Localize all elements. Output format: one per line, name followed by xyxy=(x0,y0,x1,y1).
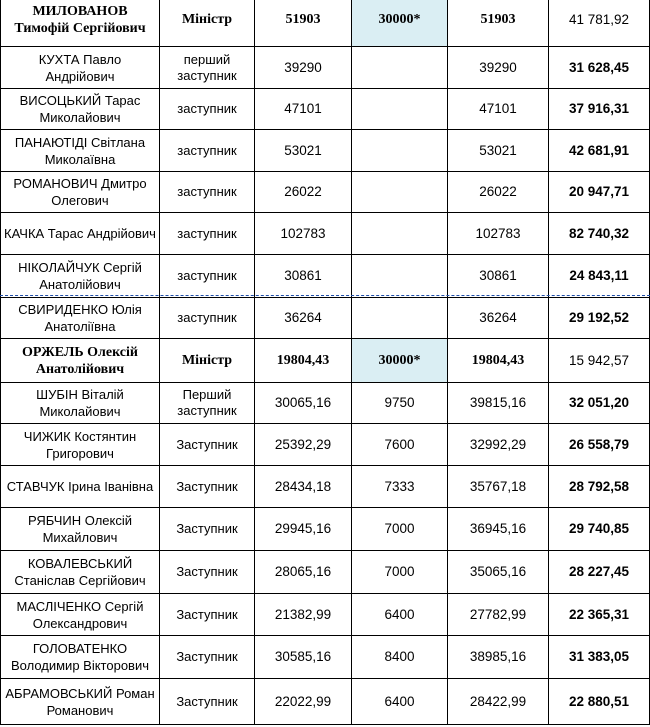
salary-table-body xyxy=(1,0,650,725)
official-position: Міністр xyxy=(160,339,255,383)
official-position: заступник xyxy=(160,255,255,298)
official-position: заступник xyxy=(160,213,255,255)
salary-amount: 29945,16 xyxy=(255,508,352,551)
table-row xyxy=(1,383,650,424)
accrued-amount: 53021 xyxy=(448,130,549,172)
salary-amount: 30065,16 xyxy=(255,383,352,424)
official-position: Заступник xyxy=(160,551,255,594)
official-position: Перший заступник xyxy=(160,383,255,424)
accrued-amount: 35065,16 xyxy=(448,551,549,594)
bonus-amount xyxy=(352,130,448,172)
net-total-amount: 26 558,79 xyxy=(549,424,650,466)
bonus-amount: 7333 xyxy=(352,466,448,508)
accrued-amount: 36264 xyxy=(448,298,549,339)
table-row xyxy=(1,130,650,172)
table-row xyxy=(1,213,650,255)
table-row xyxy=(1,424,650,466)
net-total-amount: 29 192,52 xyxy=(549,298,650,339)
official-position: Заступник xyxy=(160,594,255,636)
official-name: НІКОЛАЙЧУК Сергій Анатолійович xyxy=(1,255,160,298)
salary-amount: 30861 xyxy=(255,255,352,298)
official-name: ГОЛОВАТЕНКО Володимир Вікторович xyxy=(1,636,160,679)
table-row xyxy=(1,47,650,89)
official-position: заступник xyxy=(160,89,255,130)
table-row xyxy=(1,255,650,298)
bonus-amount: 6400 xyxy=(352,594,448,636)
net-total-amount: 28 792,58 xyxy=(549,466,650,508)
accrued-amount: 19804,43 xyxy=(448,339,549,383)
salary-amount: 47101 xyxy=(255,89,352,130)
official-position: Міністр xyxy=(160,0,255,47)
official-position: Заступник xyxy=(160,466,255,508)
official-position: Заступник xyxy=(160,679,255,725)
salary-amount: 53021 xyxy=(255,130,352,172)
net-total-amount: 20 947,71 xyxy=(549,172,650,213)
accrued-amount: 47101 xyxy=(448,89,549,130)
salary-amount: 25392,29 xyxy=(255,424,352,466)
accrued-amount: 39815,16 xyxy=(448,383,549,424)
net-total-amount: 42 681,91 xyxy=(549,130,650,172)
bonus-amount xyxy=(352,255,448,298)
accrued-amount: 32992,29 xyxy=(448,424,549,466)
official-position: заступник xyxy=(160,172,255,213)
bonus-amount xyxy=(352,172,448,213)
table-row xyxy=(1,0,650,47)
official-name: МАСЛІЧЕНКО Сергій Олександрович xyxy=(1,594,160,636)
salary-amount: 28434,18 xyxy=(255,466,352,508)
salary-amount: 28065,16 xyxy=(255,551,352,594)
bonus-amount: 9750 xyxy=(352,383,448,424)
table-row xyxy=(1,172,650,213)
net-total-amount: 41 781,92 xyxy=(549,0,650,47)
bonus-amount: 30000* xyxy=(352,339,448,383)
official-name: СТАВЧУК Ірина Іванівна xyxy=(1,466,160,508)
official-position: перший заступник xyxy=(160,47,255,89)
official-name: ШУБІН Віталій Миколайович xyxy=(1,383,160,424)
table-row xyxy=(1,508,650,551)
bonus-amount xyxy=(352,298,448,339)
official-position: Заступник xyxy=(160,636,255,679)
salary-amount: 30585,16 xyxy=(255,636,352,679)
salary-amount: 39290 xyxy=(255,47,352,89)
official-name: РЯБЧИН Олексій Михайлович xyxy=(1,508,160,551)
accrued-amount: 35767,18 xyxy=(448,466,549,508)
salary-amount: 36264 xyxy=(255,298,352,339)
net-total-amount: 22 880,51 xyxy=(549,679,650,725)
net-total-amount: 15 942,57 xyxy=(549,339,650,383)
official-name: КАЧКА Тарас Андрійович xyxy=(1,213,160,255)
bonus-amount xyxy=(352,213,448,255)
bonus-amount: 7000 xyxy=(352,508,448,551)
salary-amount: 21382,99 xyxy=(255,594,352,636)
net-total-amount: 37 916,31 xyxy=(549,89,650,130)
salary-amount: 22022,99 xyxy=(255,679,352,725)
table-row xyxy=(1,466,650,508)
salary-amount: 26022 xyxy=(255,172,352,213)
accrued-amount: 39290 xyxy=(448,47,549,89)
accrued-amount: 51903 xyxy=(448,0,549,47)
bonus-amount: 8400 xyxy=(352,636,448,679)
table-row xyxy=(1,594,650,636)
accrued-amount: 27782,99 xyxy=(448,594,549,636)
net-total-amount: 24 843,11 xyxy=(549,255,650,298)
dashed-divider-line xyxy=(0,295,650,296)
bonus-amount xyxy=(352,89,448,130)
net-total-amount: 82 740,32 xyxy=(549,213,650,255)
table-row xyxy=(1,636,650,679)
bonus-amount: 6400 xyxy=(352,679,448,725)
net-total-amount: 32 051,20 xyxy=(549,383,650,424)
salary-amount: 19804,43 xyxy=(255,339,352,383)
table-row xyxy=(1,89,650,130)
official-name: СВИРИДЕНКО Юлія Анатоліївна xyxy=(1,298,160,339)
accrued-amount: 26022 xyxy=(448,172,549,213)
official-name: ВИСОЦЬКИЙ Тарас Миколайович xyxy=(1,89,160,130)
official-position: заступник xyxy=(160,298,255,339)
official-name: ОРЖЕЛЬ Олексій Анатолійович xyxy=(1,339,160,383)
table-row xyxy=(1,298,650,339)
official-name: МИЛОВАНОВ Тимофій Сергійович xyxy=(1,0,160,47)
official-name: ПАНАЮТІДІ Світлана Миколаївна xyxy=(1,130,160,172)
accrued-amount: 102783 xyxy=(448,213,549,255)
table-row xyxy=(1,679,650,725)
net-total-amount: 28 227,45 xyxy=(549,551,650,594)
official-position: Заступник xyxy=(160,508,255,551)
official-name: ЧИЖИК Костянтин Григорович xyxy=(1,424,160,466)
net-total-amount: 31 383,05 xyxy=(549,636,650,679)
official-position: заступник xyxy=(160,130,255,172)
official-name: КОВАЛЕВСЬКИЙ Станіслав Сергійович xyxy=(1,551,160,594)
accrued-amount: 28422,99 xyxy=(448,679,549,725)
bonus-amount: 7600 xyxy=(352,424,448,466)
official-name: РОМАНОВИЧ Дмитро Олегович xyxy=(1,172,160,213)
table-row xyxy=(1,339,650,383)
salary-amount: 102783 xyxy=(255,213,352,255)
accrued-amount: 30861 xyxy=(448,255,549,298)
bonus-amount xyxy=(352,47,448,89)
official-name: КУХТА Павло Андрійович xyxy=(1,47,160,89)
net-total-amount: 29 740,85 xyxy=(549,508,650,551)
bonus-amount: 30000* xyxy=(352,0,448,47)
table-row xyxy=(1,551,650,594)
accrued-amount: 36945,16 xyxy=(448,508,549,551)
official-position: Заступник xyxy=(160,424,255,466)
official-name: АБРАМОВСЬКИЙ Роман Романович xyxy=(1,679,160,725)
net-total-amount: 22 365,31 xyxy=(549,594,650,636)
accrued-amount: 38985,16 xyxy=(448,636,549,679)
net-total-amount: 31 628,45 xyxy=(549,47,650,89)
salary-amount: 51903 xyxy=(255,0,352,47)
bonus-amount: 7000 xyxy=(352,551,448,594)
